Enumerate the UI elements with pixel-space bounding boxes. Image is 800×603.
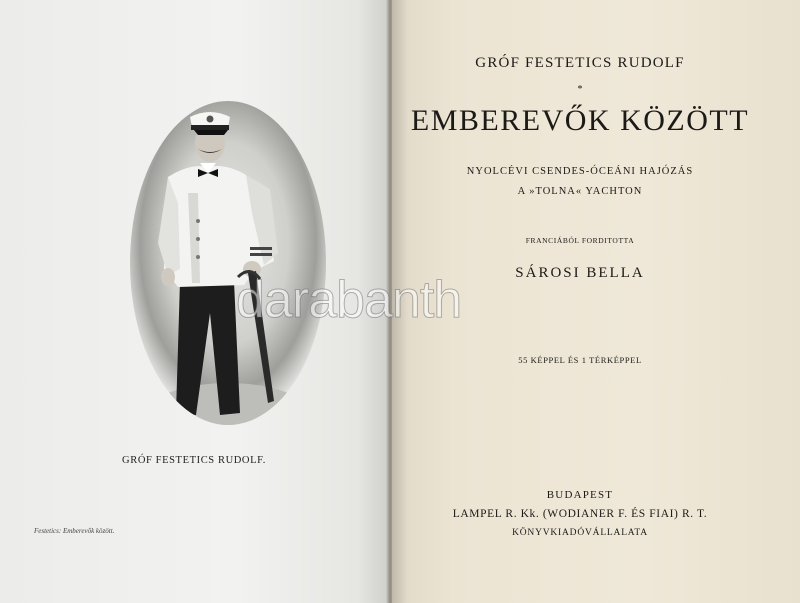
translated-from-label: FRANCIÁBÓL FORDITOTTA — [525, 236, 635, 245]
frontispiece-caption: GRÓF FESTETICS RUDOLF. — [122, 455, 266, 466]
subtitle-line-1: NYOLCÉVI CSENDES-ÓCEÁNI HAJÓZÁS — [466, 166, 694, 177]
watermark: darabanth — [236, 271, 462, 329]
publisher-name: LAMPEL R. Kk. (WODIANER F. ÉS FIAI) R. T. — [452, 508, 708, 520]
illustrations-note: 55 KÉPPEL ÉS 1 TÉRKÉPPEL — [518, 355, 642, 365]
frontispiece-footnote: Festetics: Emberevők között. — [34, 527, 115, 535]
translator-name: SÁROSI BELLA — [515, 265, 645, 281]
publisher-imprint: KÖNYVKIADÓVÁLLALATA — [512, 528, 648, 538]
publication-city: BUDAPEST — [546, 489, 614, 501]
author-name: GRÓF FESTETICS RUDOLF — [475, 55, 685, 71]
portrait-photograph — [128, 93, 328, 428]
book-title: EMBEREVŐK KÖZÖTT — [410, 104, 750, 137]
ornament-star: * — [577, 84, 583, 95]
subtitle-line-2: A »TOLNA« YACHTON — [517, 186, 643, 197]
